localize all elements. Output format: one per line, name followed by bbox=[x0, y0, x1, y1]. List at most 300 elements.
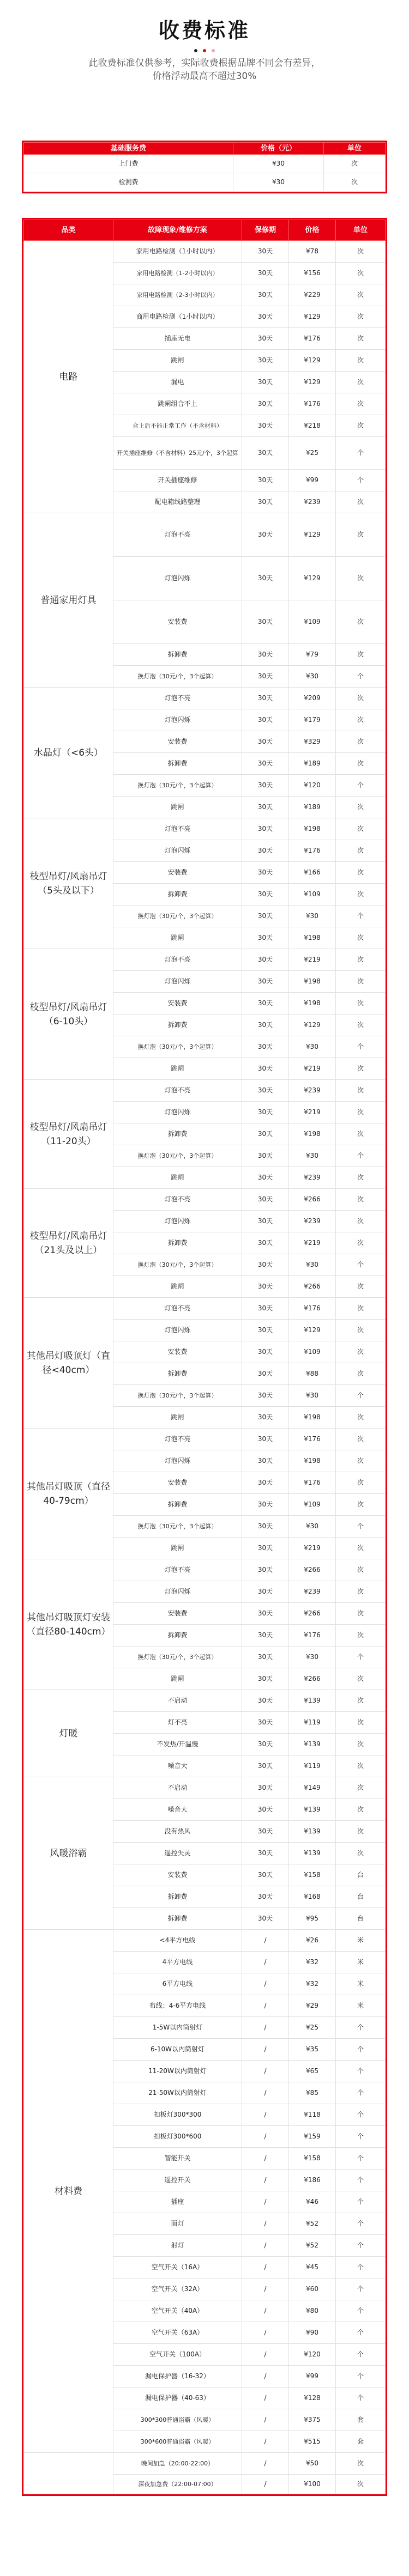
price-cell: ¥176 bbox=[289, 1298, 336, 1320]
fault-cell: 安装费 bbox=[113, 1341, 242, 1363]
unit-cell: 次 bbox=[336, 818, 386, 840]
unit-cell: 次 bbox=[336, 1341, 386, 1363]
warranty-cell: 30天 bbox=[242, 1429, 289, 1450]
warranty-cell: / bbox=[242, 2387, 289, 2409]
unit-cell: 次 bbox=[336, 1690, 386, 1712]
fault-cell: 1-5W以内筒射灯 bbox=[113, 2017, 242, 2039]
warranty-cell: 30天 bbox=[242, 1494, 289, 1516]
warranty-cell: / bbox=[242, 2366, 289, 2387]
fault-cell: 晚间加急（20:00-22:00） bbox=[113, 2453, 242, 2475]
warranty-cell: 30天 bbox=[242, 1647, 289, 1668]
fault-cell: 插座无电 bbox=[113, 328, 242, 350]
price-cell: ¥239 bbox=[289, 1581, 336, 1603]
unit-cell: 个 bbox=[336, 2213, 386, 2235]
warranty-cell: / bbox=[242, 2453, 289, 2475]
price-cell: ¥32 bbox=[289, 1952, 336, 1973]
fault-cell: 换灯泡（30元/个，3个起算） bbox=[113, 1647, 242, 1668]
unit-cell: 次 bbox=[336, 1363, 386, 1385]
basic-cell: 次 bbox=[324, 155, 386, 173]
category-cell: 其他吊灯吸顶灯（直径<40cm） bbox=[24, 1298, 113, 1429]
price-cell: ¥30 bbox=[289, 666, 336, 688]
price-cell: ¥149 bbox=[289, 1777, 336, 1799]
warranty-cell: 30天 bbox=[242, 884, 289, 906]
warranty-cell: / bbox=[242, 1952, 289, 1973]
price-cell: ¥79 bbox=[289, 644, 336, 666]
fault-cell: 射灯 bbox=[113, 2235, 242, 2257]
fault-cell: 跳闸 bbox=[113, 1407, 242, 1429]
category-cell: 风暖浴霸 bbox=[24, 1777, 113, 1930]
warranty-cell: 30天 bbox=[242, 1341, 289, 1363]
category-cell: 材料费 bbox=[24, 1930, 113, 2453]
fault-cell: 噪音大 bbox=[113, 1755, 242, 1777]
header-warranty: 保修期 bbox=[242, 220, 289, 241]
price-cell: ¥60 bbox=[289, 2279, 336, 2300]
warranty-cell: 30天 bbox=[242, 1211, 289, 1232]
fault-cell: 跳闸 bbox=[113, 1538, 242, 1559]
category-cell: 枝型吊灯/风扇吊灯（21头及以上） bbox=[24, 1189, 113, 1298]
warranty-cell: 30天 bbox=[242, 862, 289, 884]
fault-cell: 家用电路检测（1-2小时以内） bbox=[113, 263, 242, 284]
warranty-cell: 30天 bbox=[242, 1886, 289, 1908]
fault-cell: 布线：4-6平方电线 bbox=[113, 1995, 242, 2017]
fault-cell: 300*600普通浴霸（风暖） bbox=[113, 2431, 242, 2453]
price-cell: ¥99 bbox=[289, 470, 336, 491]
price-cell: ¥30 bbox=[289, 1516, 336, 1538]
warranty-cell: / bbox=[242, 2300, 289, 2322]
unit-cell: 个 bbox=[336, 1385, 386, 1407]
dot bbox=[212, 49, 215, 52]
price-cell: ¥109 bbox=[289, 600, 336, 644]
fault-cell: 安装费 bbox=[113, 600, 242, 644]
fault-cell: 空气开关（32A） bbox=[113, 2279, 242, 2300]
price-cell: ¥198 bbox=[289, 1450, 336, 1472]
fault-cell: 扣板灯300*300 bbox=[113, 2104, 242, 2126]
price-cell: ¥159 bbox=[289, 2126, 336, 2148]
fault-cell: 合上后不能正常工作（不含材料） bbox=[113, 415, 242, 437]
price-cell: ¥219 bbox=[289, 1102, 336, 1123]
fault-cell: 换灯泡（30元/个，3个起算） bbox=[113, 1516, 242, 1538]
basic-cell: 上门费 bbox=[24, 155, 233, 173]
unit-cell: 个 bbox=[336, 1647, 386, 1668]
fault-cell: 安装费 bbox=[113, 993, 242, 1014]
unit-cell: 次 bbox=[336, 1843, 386, 1864]
unit-cell: 米 bbox=[336, 1973, 386, 1995]
unit-cell: 次 bbox=[336, 1167, 386, 1189]
unit-cell: 米 bbox=[336, 1930, 386, 1952]
category-cell: 普通家用灯具 bbox=[24, 513, 113, 688]
warranty-cell: 30天 bbox=[242, 1407, 289, 1429]
fault-cell: 漏电保护器（16-32） bbox=[113, 2366, 242, 2387]
price-cell: ¥129 bbox=[289, 372, 336, 393]
warranty-cell: 30天 bbox=[242, 513, 289, 557]
price-cell: ¥29 bbox=[289, 1995, 336, 2017]
unit-cell: 个 bbox=[336, 2322, 386, 2344]
fault-cell: 空气开关（16A） bbox=[113, 2257, 242, 2279]
price-cell: ¥78 bbox=[289, 241, 336, 263]
warranty-cell: 30天 bbox=[242, 993, 289, 1014]
unit-cell: 个 bbox=[336, 2235, 386, 2257]
unit-cell: 次 bbox=[336, 1603, 386, 1625]
warranty-cell: 30天 bbox=[242, 284, 289, 306]
warranty-cell: 30天 bbox=[242, 1232, 289, 1254]
warranty-cell: 30天 bbox=[242, 1668, 289, 1690]
fault-cell: 6平方电线 bbox=[113, 1973, 242, 1995]
fault-cell: 灯泡不亮 bbox=[113, 1080, 242, 1102]
price-cell: ¥109 bbox=[289, 884, 336, 906]
unit-cell: 个 bbox=[336, 2191, 386, 2213]
basic-header-name: 基础服务费 bbox=[24, 143, 233, 155]
unit-cell: 次 bbox=[336, 284, 386, 306]
unit-cell: 次 bbox=[336, 1429, 386, 1450]
price-cell: ¥156 bbox=[289, 263, 336, 284]
price-cell: ¥95 bbox=[289, 1908, 336, 1930]
price-cell: ¥168 bbox=[289, 1886, 336, 1908]
unit-cell: 次 bbox=[336, 372, 386, 393]
price-cell: ¥65 bbox=[289, 2061, 336, 2082]
header-fault: 故障现象/维修方案 bbox=[113, 220, 242, 241]
unit-cell: 个 bbox=[336, 2344, 386, 2366]
price-cell: ¥239 bbox=[289, 491, 336, 513]
warranty-cell: 30天 bbox=[242, 557, 289, 600]
fault-cell: 灯泡闪烁 bbox=[113, 1102, 242, 1123]
price-cell: ¥90 bbox=[289, 2322, 336, 2344]
unit-cell: 次 bbox=[336, 1407, 386, 1429]
price-cell: ¥128 bbox=[289, 2387, 336, 2409]
warranty-cell: 30天 bbox=[242, 1014, 289, 1036]
unit-cell: 个 bbox=[336, 1145, 386, 1167]
price-cell: ¥176 bbox=[289, 1472, 336, 1494]
warranty-cell: 30天 bbox=[242, 1581, 289, 1603]
unit-cell: 次 bbox=[336, 557, 386, 600]
unit-cell: 次 bbox=[336, 1211, 386, 1232]
price-cell: ¥158 bbox=[289, 2148, 336, 2170]
fault-cell: 跳闸 bbox=[113, 1167, 242, 1189]
price-cell: ¥129 bbox=[289, 306, 336, 328]
fault-cell: 灯泡不亮 bbox=[113, 1298, 242, 1320]
unit-cell: 个 bbox=[336, 2170, 386, 2191]
fault-cell: 插座 bbox=[113, 2191, 242, 2213]
unit-cell: 次 bbox=[336, 1777, 386, 1799]
fault-cell: 灯泡闪烁 bbox=[113, 1450, 242, 1472]
price-cell: ¥30 bbox=[289, 906, 336, 927]
unit-cell: 套 bbox=[336, 2409, 386, 2431]
fault-cell: 跳闸 bbox=[113, 1668, 242, 1690]
price-cell: ¥166 bbox=[289, 862, 336, 884]
warranty-cell: 30天 bbox=[242, 753, 289, 775]
table-row bbox=[24, 1559, 386, 1581]
price-cell: ¥80 bbox=[289, 2300, 336, 2322]
fault-cell: 安装费 bbox=[113, 731, 242, 753]
fault-cell: 家用电路检测（2-3小时以内） bbox=[113, 284, 242, 306]
price-cell: ¥99 bbox=[289, 2366, 336, 2387]
warranty-cell: 30天 bbox=[242, 1538, 289, 1559]
price-cell: ¥219 bbox=[289, 1058, 336, 1080]
unit-cell: 次 bbox=[336, 393, 386, 415]
fault-cell: 换灯泡（30元/个，3个起算） bbox=[113, 1254, 242, 1276]
unit-cell: 个 bbox=[336, 2300, 386, 2322]
unit-cell: 次 bbox=[336, 644, 386, 666]
warranty-cell: 30天 bbox=[242, 350, 289, 372]
title-dots bbox=[0, 45, 409, 57]
warranty-cell: 30天 bbox=[242, 393, 289, 415]
unit-cell: 个 bbox=[336, 2148, 386, 2170]
price-cell: ¥139 bbox=[289, 1799, 336, 1821]
unit-cell: 次 bbox=[336, 415, 386, 437]
fault-cell: 安装费 bbox=[113, 1603, 242, 1625]
fault-cell: 拆卸费 bbox=[113, 1494, 242, 1516]
fault-cell: 换灯泡（30元/个，3个起算） bbox=[113, 1385, 242, 1407]
fault-cell: 拆卸费 bbox=[113, 1886, 242, 1908]
price-cell: ¥109 bbox=[289, 1341, 336, 1363]
fault-cell: 不启动 bbox=[113, 1777, 242, 1799]
price-cell: ¥129 bbox=[289, 557, 336, 600]
fault-cell: 商用电路检测（1小时以内） bbox=[113, 306, 242, 328]
fault-cell: 换灯泡（30元/个，3个起算） bbox=[113, 666, 242, 688]
fault-cell: 空气开关（63A） bbox=[113, 2322, 242, 2344]
unit-cell: 台 bbox=[336, 1886, 386, 1908]
fault-cell: 智能开关 bbox=[113, 2148, 242, 2170]
price-cell: ¥266 bbox=[289, 1668, 336, 1690]
unit-cell: 个 bbox=[336, 1516, 386, 1538]
fault-cell: 换灯泡（30元/个，3个起算） bbox=[113, 906, 242, 927]
unit-cell: 次 bbox=[336, 971, 386, 993]
fault-cell: 11-20W以内筒射灯 bbox=[113, 2061, 242, 2082]
warranty-cell: 30天 bbox=[242, 241, 289, 263]
warranty-cell: 30天 bbox=[242, 1254, 289, 1276]
warranty-cell: / bbox=[242, 2279, 289, 2300]
basic-cell: ¥30 bbox=[233, 155, 324, 173]
fault-cell: 漏电 bbox=[113, 372, 242, 393]
unit-cell: 次 bbox=[336, 1821, 386, 1843]
warranty-cell: 30天 bbox=[242, 415, 289, 437]
fault-cell: 跳闸 bbox=[113, 1058, 242, 1080]
category-cell: 水晶灯（<6头） bbox=[24, 688, 113, 818]
unit-cell: 次 bbox=[336, 1320, 386, 1341]
basic-header-unit: 单位 bbox=[324, 143, 386, 155]
unit-cell: 个 bbox=[336, 2082, 386, 2104]
price-cell: ¥329 bbox=[289, 731, 336, 753]
fault-cell: 跳闸组合不上 bbox=[113, 393, 242, 415]
category-cell: 其他吊灯吸顶灯安装（直径80-140cm） bbox=[24, 1559, 113, 1690]
unit-cell: 次 bbox=[336, 949, 386, 971]
fault-cell: 跳闸 bbox=[113, 927, 242, 949]
price-cell: ¥139 bbox=[289, 1843, 336, 1864]
header-price: 价格 bbox=[289, 220, 336, 241]
unit-cell: 个 bbox=[336, 437, 386, 470]
warranty-cell: 30天 bbox=[242, 1755, 289, 1777]
warranty-cell: 30天 bbox=[242, 1843, 289, 1864]
price-cell: ¥129 bbox=[289, 513, 336, 557]
warranty-cell: 30天 bbox=[242, 666, 289, 688]
fault-cell: 灯泡不亮 bbox=[113, 1189, 242, 1211]
warranty-cell: 30天 bbox=[242, 263, 289, 284]
price-cell: ¥219 bbox=[289, 949, 336, 971]
warranty-cell: 30天 bbox=[242, 1123, 289, 1145]
price-cell: ¥120 bbox=[289, 2344, 336, 2366]
unit-cell: 次 bbox=[336, 1080, 386, 1102]
unit-cell: 次 bbox=[336, 513, 386, 557]
fault-cell: 家用电路检测（1小时以内） bbox=[113, 241, 242, 263]
price-cell: ¥186 bbox=[289, 2170, 336, 2191]
subtitle-line-1: 此收费标准仅供参考，实际收费根据品牌不同会有差异， bbox=[88, 58, 321, 69]
warranty-cell: / bbox=[242, 2170, 289, 2191]
warranty-cell: 30天 bbox=[242, 709, 289, 731]
fault-cell: 遥控失灵 bbox=[113, 1843, 242, 1864]
fault-cell: 拆卸费 bbox=[113, 1014, 242, 1036]
fault-cell: 跳闸 bbox=[113, 350, 242, 372]
price-cell: ¥209 bbox=[289, 688, 336, 709]
unit-cell: 次 bbox=[336, 350, 386, 372]
warranty-cell: 30天 bbox=[242, 1690, 289, 1712]
warranty-cell: 30天 bbox=[242, 1712, 289, 1734]
unit-cell: 个 bbox=[336, 2017, 386, 2039]
unit-cell: 个 bbox=[336, 666, 386, 688]
unit-cell: 个 bbox=[336, 1036, 386, 1058]
warranty-cell: / bbox=[242, 2235, 289, 2257]
fault-cell: 灯泡不亮 bbox=[113, 818, 242, 840]
unit-cell: 个 bbox=[336, 470, 386, 491]
table-row bbox=[24, 513, 386, 557]
price-cell: ¥198 bbox=[289, 927, 336, 949]
warranty-cell: / bbox=[242, 2104, 289, 2126]
unit-cell: 次 bbox=[336, 1559, 386, 1581]
warranty-cell: 30天 bbox=[242, 1777, 289, 1799]
unit-cell: 次 bbox=[336, 993, 386, 1014]
fault-cell: 空气开关（40A） bbox=[113, 2300, 242, 2322]
unit-cell: 次 bbox=[336, 1472, 386, 1494]
price-cell: ¥25 bbox=[289, 437, 336, 470]
warranty-cell: / bbox=[242, 1973, 289, 1995]
unit-cell: 次 bbox=[336, 1581, 386, 1603]
unit-cell: 次 bbox=[336, 1102, 386, 1123]
unit-cell: 个 bbox=[336, 2279, 386, 2300]
unit-cell: 米 bbox=[336, 1995, 386, 2017]
unit-cell: 次 bbox=[336, 1799, 386, 1821]
price-cell: ¥219 bbox=[289, 1538, 336, 1559]
table-row bbox=[24, 2453, 386, 2475]
warranty-cell: 30天 bbox=[242, 1320, 289, 1341]
unit-cell: 个 bbox=[336, 775, 386, 797]
unit-cell: 次 bbox=[336, 1058, 386, 1080]
basic-cell: 检测费 bbox=[24, 173, 233, 192]
table-row bbox=[24, 1298, 386, 1320]
price-table bbox=[22, 218, 387, 2496]
price-cell: ¥218 bbox=[289, 415, 336, 437]
price-cell: ¥266 bbox=[289, 1276, 336, 1298]
fault-cell: 拆卸费 bbox=[113, 1908, 242, 1930]
price-cell: ¥189 bbox=[289, 797, 336, 818]
price-cell: ¥229 bbox=[289, 284, 336, 306]
fault-cell: 面灯 bbox=[113, 2213, 242, 2235]
header-unit: 单位 bbox=[336, 220, 386, 241]
price-cell: ¥52 bbox=[289, 2235, 336, 2257]
warranty-cell: / bbox=[242, 2257, 289, 2279]
price-cell: ¥266 bbox=[289, 1189, 336, 1211]
fault-cell: <4平方电线 bbox=[113, 1930, 242, 1952]
warranty-cell: 30天 bbox=[242, 1472, 289, 1494]
fault-cell: 安装费 bbox=[113, 862, 242, 884]
fault-cell: 漏电保护器（40-63） bbox=[113, 2387, 242, 2409]
price-cell: ¥30 bbox=[289, 1254, 336, 1276]
fault-cell: 空气开关（100A） bbox=[113, 2344, 242, 2366]
unit-cell: 个 bbox=[336, 906, 386, 927]
unit-cell: 次 bbox=[336, 306, 386, 328]
fault-cell: 300*300普通浴霸（风暖） bbox=[113, 2409, 242, 2431]
price-cell: ¥198 bbox=[289, 993, 336, 1014]
table-row bbox=[24, 1777, 386, 1799]
warranty-cell: 30天 bbox=[242, 775, 289, 797]
fault-cell: 灯不亮 bbox=[113, 1712, 242, 1734]
warranty-cell: 30天 bbox=[242, 1385, 289, 1407]
fault-cell: 配电箱线路整理 bbox=[113, 491, 242, 513]
unit-cell: 次 bbox=[336, 753, 386, 775]
fault-cell: 拆卸费 bbox=[113, 1232, 242, 1254]
price-cell: ¥50 bbox=[289, 2453, 336, 2475]
table-row bbox=[24, 688, 386, 709]
warranty-cell: / bbox=[242, 2213, 289, 2235]
basic-cell: 次 bbox=[324, 173, 386, 192]
fault-cell: 灯泡闪烁 bbox=[113, 709, 242, 731]
warranty-cell: 30天 bbox=[242, 1036, 289, 1058]
fault-cell: 灯泡闪烁 bbox=[113, 1320, 242, 1341]
fault-cell: 开关插座维修 bbox=[113, 470, 242, 491]
price-cell: ¥139 bbox=[289, 1734, 336, 1755]
warranty-cell: 30天 bbox=[242, 731, 289, 753]
price-cell: ¥30 bbox=[289, 1145, 336, 1167]
fault-cell: 扣板灯300*600 bbox=[113, 2126, 242, 2148]
price-cell: ¥176 bbox=[289, 328, 336, 350]
header-category: 品类 bbox=[24, 220, 113, 241]
fault-cell: 灯泡闪烁 bbox=[113, 1211, 242, 1232]
fault-cell: 不发热/开温慢 bbox=[113, 1734, 242, 1755]
unit-cell: 个 bbox=[336, 2366, 386, 2387]
warranty-cell: 30天 bbox=[242, 906, 289, 927]
table-row bbox=[24, 1429, 386, 1450]
unit-cell: 次 bbox=[336, 1276, 386, 1298]
warranty-cell: 30天 bbox=[242, 372, 289, 393]
warranty-cell: 30天 bbox=[242, 1363, 289, 1385]
category-cell: 枝型吊灯/风扇吊灯（6-10头） bbox=[24, 949, 113, 1080]
unit-cell: 次 bbox=[336, 1538, 386, 1559]
price-cell: ¥85 bbox=[289, 2082, 336, 2104]
warranty-cell: 30天 bbox=[242, 1298, 289, 1320]
dot bbox=[194, 49, 197, 52]
fault-cell: 噪音大 bbox=[113, 1799, 242, 1821]
basic-header-price: 价格（元） bbox=[233, 143, 324, 155]
fault-cell: 安装费 bbox=[113, 1472, 242, 1494]
unit-cell: 个 bbox=[336, 1254, 386, 1276]
category-cell: 灯暖 bbox=[24, 1690, 113, 1777]
warranty-cell: 30天 bbox=[242, 328, 289, 350]
price-cell: ¥198 bbox=[289, 971, 336, 993]
unit-cell: 个 bbox=[336, 2104, 386, 2126]
warranty-cell: 30天 bbox=[242, 1821, 289, 1843]
price-cell: ¥189 bbox=[289, 753, 336, 775]
price-cell: ¥179 bbox=[289, 709, 336, 731]
basic-fee-table bbox=[22, 141, 387, 193]
unit-cell: 次 bbox=[336, 1734, 386, 1755]
unit-cell: 次 bbox=[336, 1668, 386, 1690]
price-cell: ¥515 bbox=[289, 2431, 336, 2453]
warranty-cell: / bbox=[242, 2191, 289, 2213]
dot bbox=[203, 49, 206, 52]
price-cell: ¥120 bbox=[289, 775, 336, 797]
table-row bbox=[24, 949, 386, 971]
unit-cell: 次 bbox=[336, 927, 386, 949]
warranty-cell: 30天 bbox=[242, 818, 289, 840]
unit-cell: 次 bbox=[336, 1625, 386, 1647]
unit-cell: 次 bbox=[336, 1189, 386, 1211]
